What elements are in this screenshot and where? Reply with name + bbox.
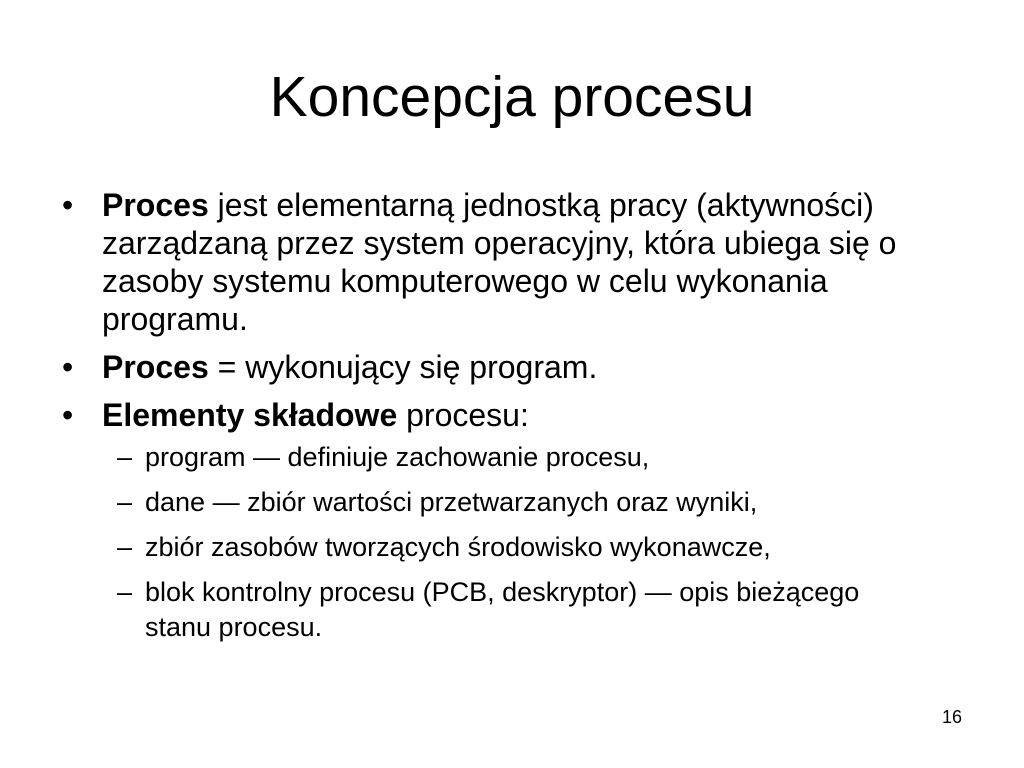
bullet-text [102, 397, 529, 433]
subbullet-text: zbiór zasobów tworzących środowisko wykonawcze, [145, 532, 771, 562]
bullet-marker: • [62, 397, 74, 433]
subbullet-marker: – [117, 442, 133, 472]
subbullet-item [102, 530, 919, 565]
subbullet-item [102, 575, 919, 645]
bullet-item-definition [62, 186, 962, 338]
bullet-text [102, 187, 896, 337]
bullet-text [102, 349, 597, 385]
bullet-bold-term: Proces [102, 187, 209, 223]
subbullet-item [102, 485, 919, 520]
bullet-item-components [62, 396, 962, 645]
subbullet-marker: – [117, 532, 133, 562]
bullet-marker: • [62, 349, 74, 385]
bullet-body: = wykonujący się program. [208, 349, 598, 385]
subbullet-text: dane — zbiór wartości przetwarzanych oraz wyniki, [145, 487, 758, 517]
bullet-list [62, 186, 962, 655]
bullet-bold-term: Proces [102, 349, 209, 385]
page-number: 16 [941, 707, 962, 727]
bullet-marker: • [62, 187, 74, 223]
bullet-body: procesu: [397, 397, 529, 433]
subbullet-text: program — definiuje zachowanie procesu, [145, 442, 650, 472]
slide-title: Koncepcja procesu [269, 65, 755, 129]
bullet-item-equation [62, 348, 962, 386]
subbullet-list [102, 440, 962, 645]
subbullet-text: blok kontrolny procesu (PCB, deskryptor) — opis bieżącego stanu procesu. [145, 577, 860, 642]
subbullet-item [102, 440, 919, 475]
bullet-bold-term: Elementy składowe [102, 397, 398, 433]
bullet-body: jest elementarną jednostką pracy (aktywności) zarządzaną przez system operacyjny, która ubiega się o zasoby systemu komputerowego w celu wykonania programu. [102, 187, 897, 337]
subbullet-marker: – [117, 487, 133, 517]
subbullet-marker: – [117, 577, 133, 607]
